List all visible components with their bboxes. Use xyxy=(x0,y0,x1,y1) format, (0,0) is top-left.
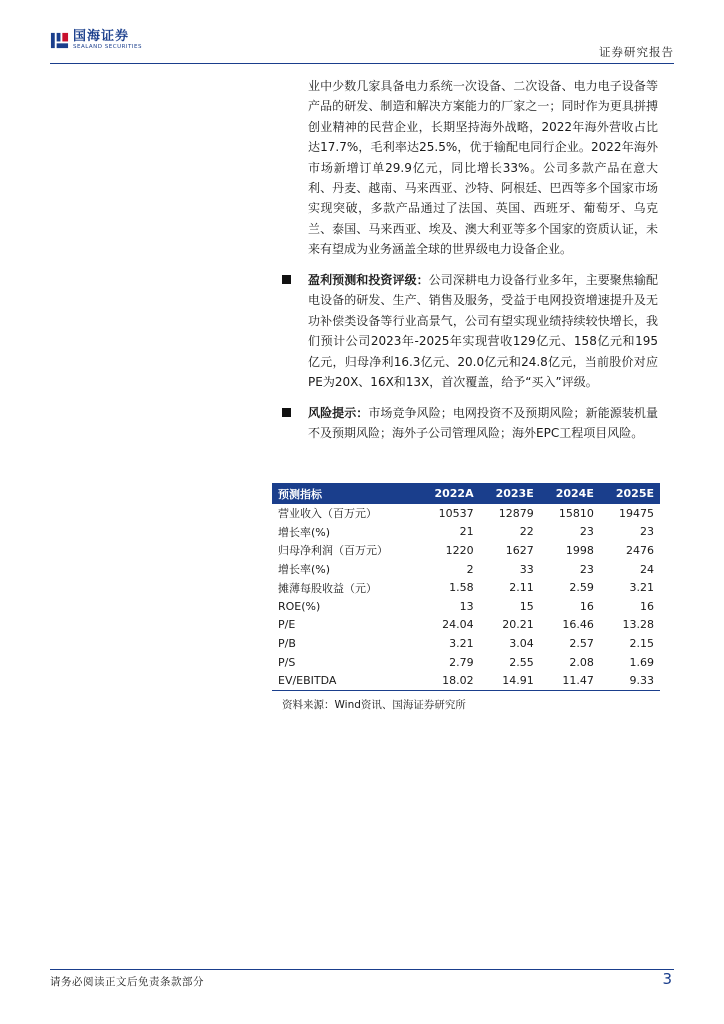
table-header-cell: 2022A xyxy=(418,483,479,504)
table-header-cell: 预测指标 xyxy=(272,483,418,504)
table-header-cell: 2023E xyxy=(480,483,540,504)
table-cell: 1998 xyxy=(565,543,594,557)
table-cell: 13.28 xyxy=(622,618,654,632)
footer-divider xyxy=(50,969,674,970)
table-cell: EV/EBITDA xyxy=(272,671,418,690)
table-cell: 13 xyxy=(459,599,474,613)
table-cell: 2.08 xyxy=(569,655,594,669)
table-cell: 11.47 xyxy=(540,671,600,690)
table-cell: 33 xyxy=(519,562,534,576)
table-cell: 16 xyxy=(640,599,654,613)
sealand-logo-icon xyxy=(50,31,69,50)
report-type-label: 证券研究报告 xyxy=(599,45,674,59)
table-cell: 摊薄每股收益（元） xyxy=(278,581,377,595)
bullet-text: 公司深耕电力设备行业多年，主要聚焦输配电设备的研发、生产、销售及服务，受益于电网投资增速提升及无功补偿类设备等行业高景气，公司有望实现业绩持续较快增长，我们预计公司2023年-2025年实现营收129亿元、158亿元和195亿元，归母净利16.3亿元、20.0亿元和24.8亿元，当前股价对应PE为20X、16X和13X，首次覆盖，给予“买入”评级。 xyxy=(308,273,658,390)
table-cell: 12879 xyxy=(498,506,534,520)
table-cell: 10537 xyxy=(438,506,474,520)
table-cell: 3.04 xyxy=(509,636,534,650)
table-header-cell: 2025E xyxy=(600,483,660,504)
table-cell: 1220 xyxy=(445,543,474,557)
forecast-table xyxy=(272,483,660,691)
table-row xyxy=(272,597,660,616)
bullet-text: 市场竞争风险；电网投资不及预期风险；新能源装机量不及预期风险；海外子公司管理风险；海外EPC工程项目风险。 xyxy=(308,406,658,441)
table-cell: 2.55 xyxy=(509,655,534,669)
table-cell: 18.02 xyxy=(418,671,479,690)
table-cell: P/S xyxy=(278,655,296,669)
table-cell: 9.33 xyxy=(600,671,660,690)
table-cell: 3.21 xyxy=(629,581,654,595)
page-number: 3 xyxy=(662,970,672,988)
table-cell: 23 xyxy=(579,562,594,576)
page-header xyxy=(50,30,674,62)
footer-disclaimer: 请务必阅读正文后免责条款部分 xyxy=(50,976,204,988)
table-row xyxy=(272,634,660,653)
table-row xyxy=(272,504,660,523)
table-cell: 2.11 xyxy=(509,581,534,595)
table-row xyxy=(272,523,660,542)
table-cell: 2.79 xyxy=(449,655,474,669)
table-header-cell: 2024E xyxy=(540,483,600,504)
table-cell: 14.91 xyxy=(480,671,540,690)
table-cell: 2.15 xyxy=(629,636,654,650)
table-cell: 15 xyxy=(519,599,534,613)
table-cell: 16.46 xyxy=(562,618,594,632)
table-cell: P/E xyxy=(278,618,296,632)
square-bullet-icon xyxy=(282,275,291,284)
table-cell: 23 xyxy=(640,525,654,539)
bullet-title: 风险提示： xyxy=(308,406,369,420)
bullet-title: 盈利预测和投资评级： xyxy=(308,273,429,287)
logo-name-en: SEALAND SECURITIES xyxy=(73,44,143,50)
company-overview-paragraph: 业中少数几家具备电力系统一次设备、二次设备、电力电子设备等产品的研发、制造和解决方案能力的厂家之一；同时作为更具拼搏创业精神的民营企业，长期坚持海外战略，2022年海外营收占比达17.7%，毛利率达25.5%，优于输配电同行企业。2022年海外市场新增订单29.9亿元，同比增长33%。公司多款产品在意大利、丹麦、越南、马来西亚、沙特、阿根廷、巴西等多个国家市场实现突破，多款产品通过了法国、英国、西班牙、葡萄牙、乌克兰、泰国、马来西亚、埃及、澳大利亚等多个国家的资质认证，未来有望成为业务涵盖全球的世界级电力设备企业。 xyxy=(308,79,658,257)
table-cell: 1627 xyxy=(505,543,534,557)
table-cell: 1.58 xyxy=(449,581,474,595)
table-cell: 22 xyxy=(519,525,534,539)
company-logo xyxy=(50,30,142,51)
table-cell: 19475 xyxy=(619,506,654,520)
risk-warning-bullet xyxy=(282,403,658,444)
table-cell: 归母净利润（百万元） xyxy=(278,544,388,558)
table-cell: 2476 xyxy=(626,543,654,557)
table-row xyxy=(272,578,660,597)
table-cell: 增长率(%) xyxy=(278,563,331,577)
table-source-note: 资料来源：Wind资讯、国海证券研究所 xyxy=(282,699,466,711)
table-row xyxy=(272,560,660,579)
square-bullet-icon xyxy=(282,408,291,417)
table-header-row xyxy=(272,483,660,504)
table-row xyxy=(272,616,660,635)
table-row xyxy=(272,671,660,690)
table-row xyxy=(272,541,660,560)
earnings-forecast-bullet xyxy=(282,270,658,392)
table-cell: P/B xyxy=(278,636,296,650)
table-cell: 营业收入（百万元） xyxy=(278,507,377,521)
table-cell: 2 xyxy=(466,562,474,576)
table-cell: 2.59 xyxy=(569,581,594,595)
header-divider xyxy=(50,63,674,64)
table-cell: 增长率(%) xyxy=(278,525,331,539)
table-cell: 2.57 xyxy=(569,636,594,650)
table-cell: 21 xyxy=(459,525,474,539)
table-cell: 24.04 xyxy=(442,618,474,632)
table-row xyxy=(272,653,660,672)
table-cell: ROE(%) xyxy=(278,599,321,613)
table-cell: 24 xyxy=(640,562,654,576)
table-cell: 23 xyxy=(579,525,594,539)
table-cell: 15810 xyxy=(558,506,594,520)
table-cell: 3.21 xyxy=(449,636,474,650)
table-cell: 16 xyxy=(579,599,594,613)
table-cell: 20.21 xyxy=(502,618,534,632)
logo-name-cn: 国海证券 xyxy=(73,29,130,44)
table-cell: 1.69 xyxy=(629,655,654,669)
